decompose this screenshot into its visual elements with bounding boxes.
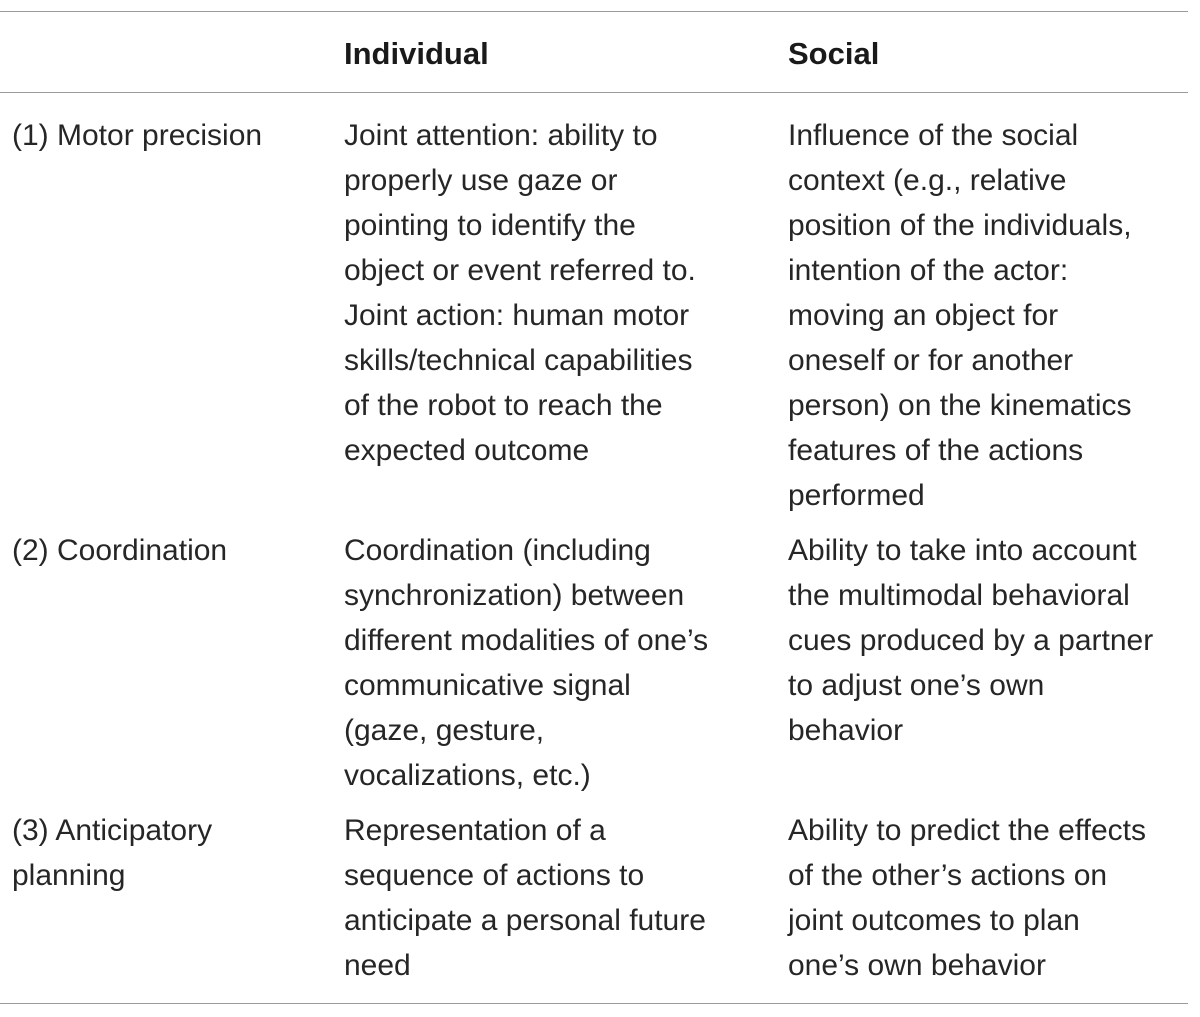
- row-3-social: Ability to predict the effects of the other’s actions on joint outcomes to plan one’s own behavior: [788, 814, 1146, 982]
- row-2-individual: Coordination (including synchronization) between different modalities of one’s communicative signal (gaze, gesture, vocalizations, etc.): [344, 534, 709, 792]
- row-2-social: Ability to take into account the multimodal behavioral cues produced by a partner to adjust one’s own behavior: [788, 534, 1154, 747]
- header-social: Social: [788, 36, 880, 71]
- row-1-individual: Joint attention: ability to properly use gaze or pointing to identify the object or event referred to. Joint action: human motor skills/technical capabilities of the robot to reach the expected outcome: [344, 119, 696, 467]
- header-row: [0, 12, 1188, 92]
- row-3-label: (3) Anticipatory planning: [12, 814, 213, 892]
- row-1-social: Influence of the social context (e.g., relative position of the individuals, intention of the actor: moving an object for oneself or for another person) on the kinematics features of the actions performed: [788, 119, 1132, 512]
- row-2-label: (2) Coordination: [12, 534, 228, 567]
- row-3-individual: Representation of a sequence of actions to anticipate a personal future need: [344, 814, 706, 982]
- table-body: [0, 93, 1188, 1003]
- row-1-label: (1) Motor precision: [12, 119, 263, 152]
- bottom-rule: [0, 1003, 1188, 1004]
- comparison-table: [0, 11, 1188, 1004]
- header-individual: Individual: [344, 36, 489, 71]
